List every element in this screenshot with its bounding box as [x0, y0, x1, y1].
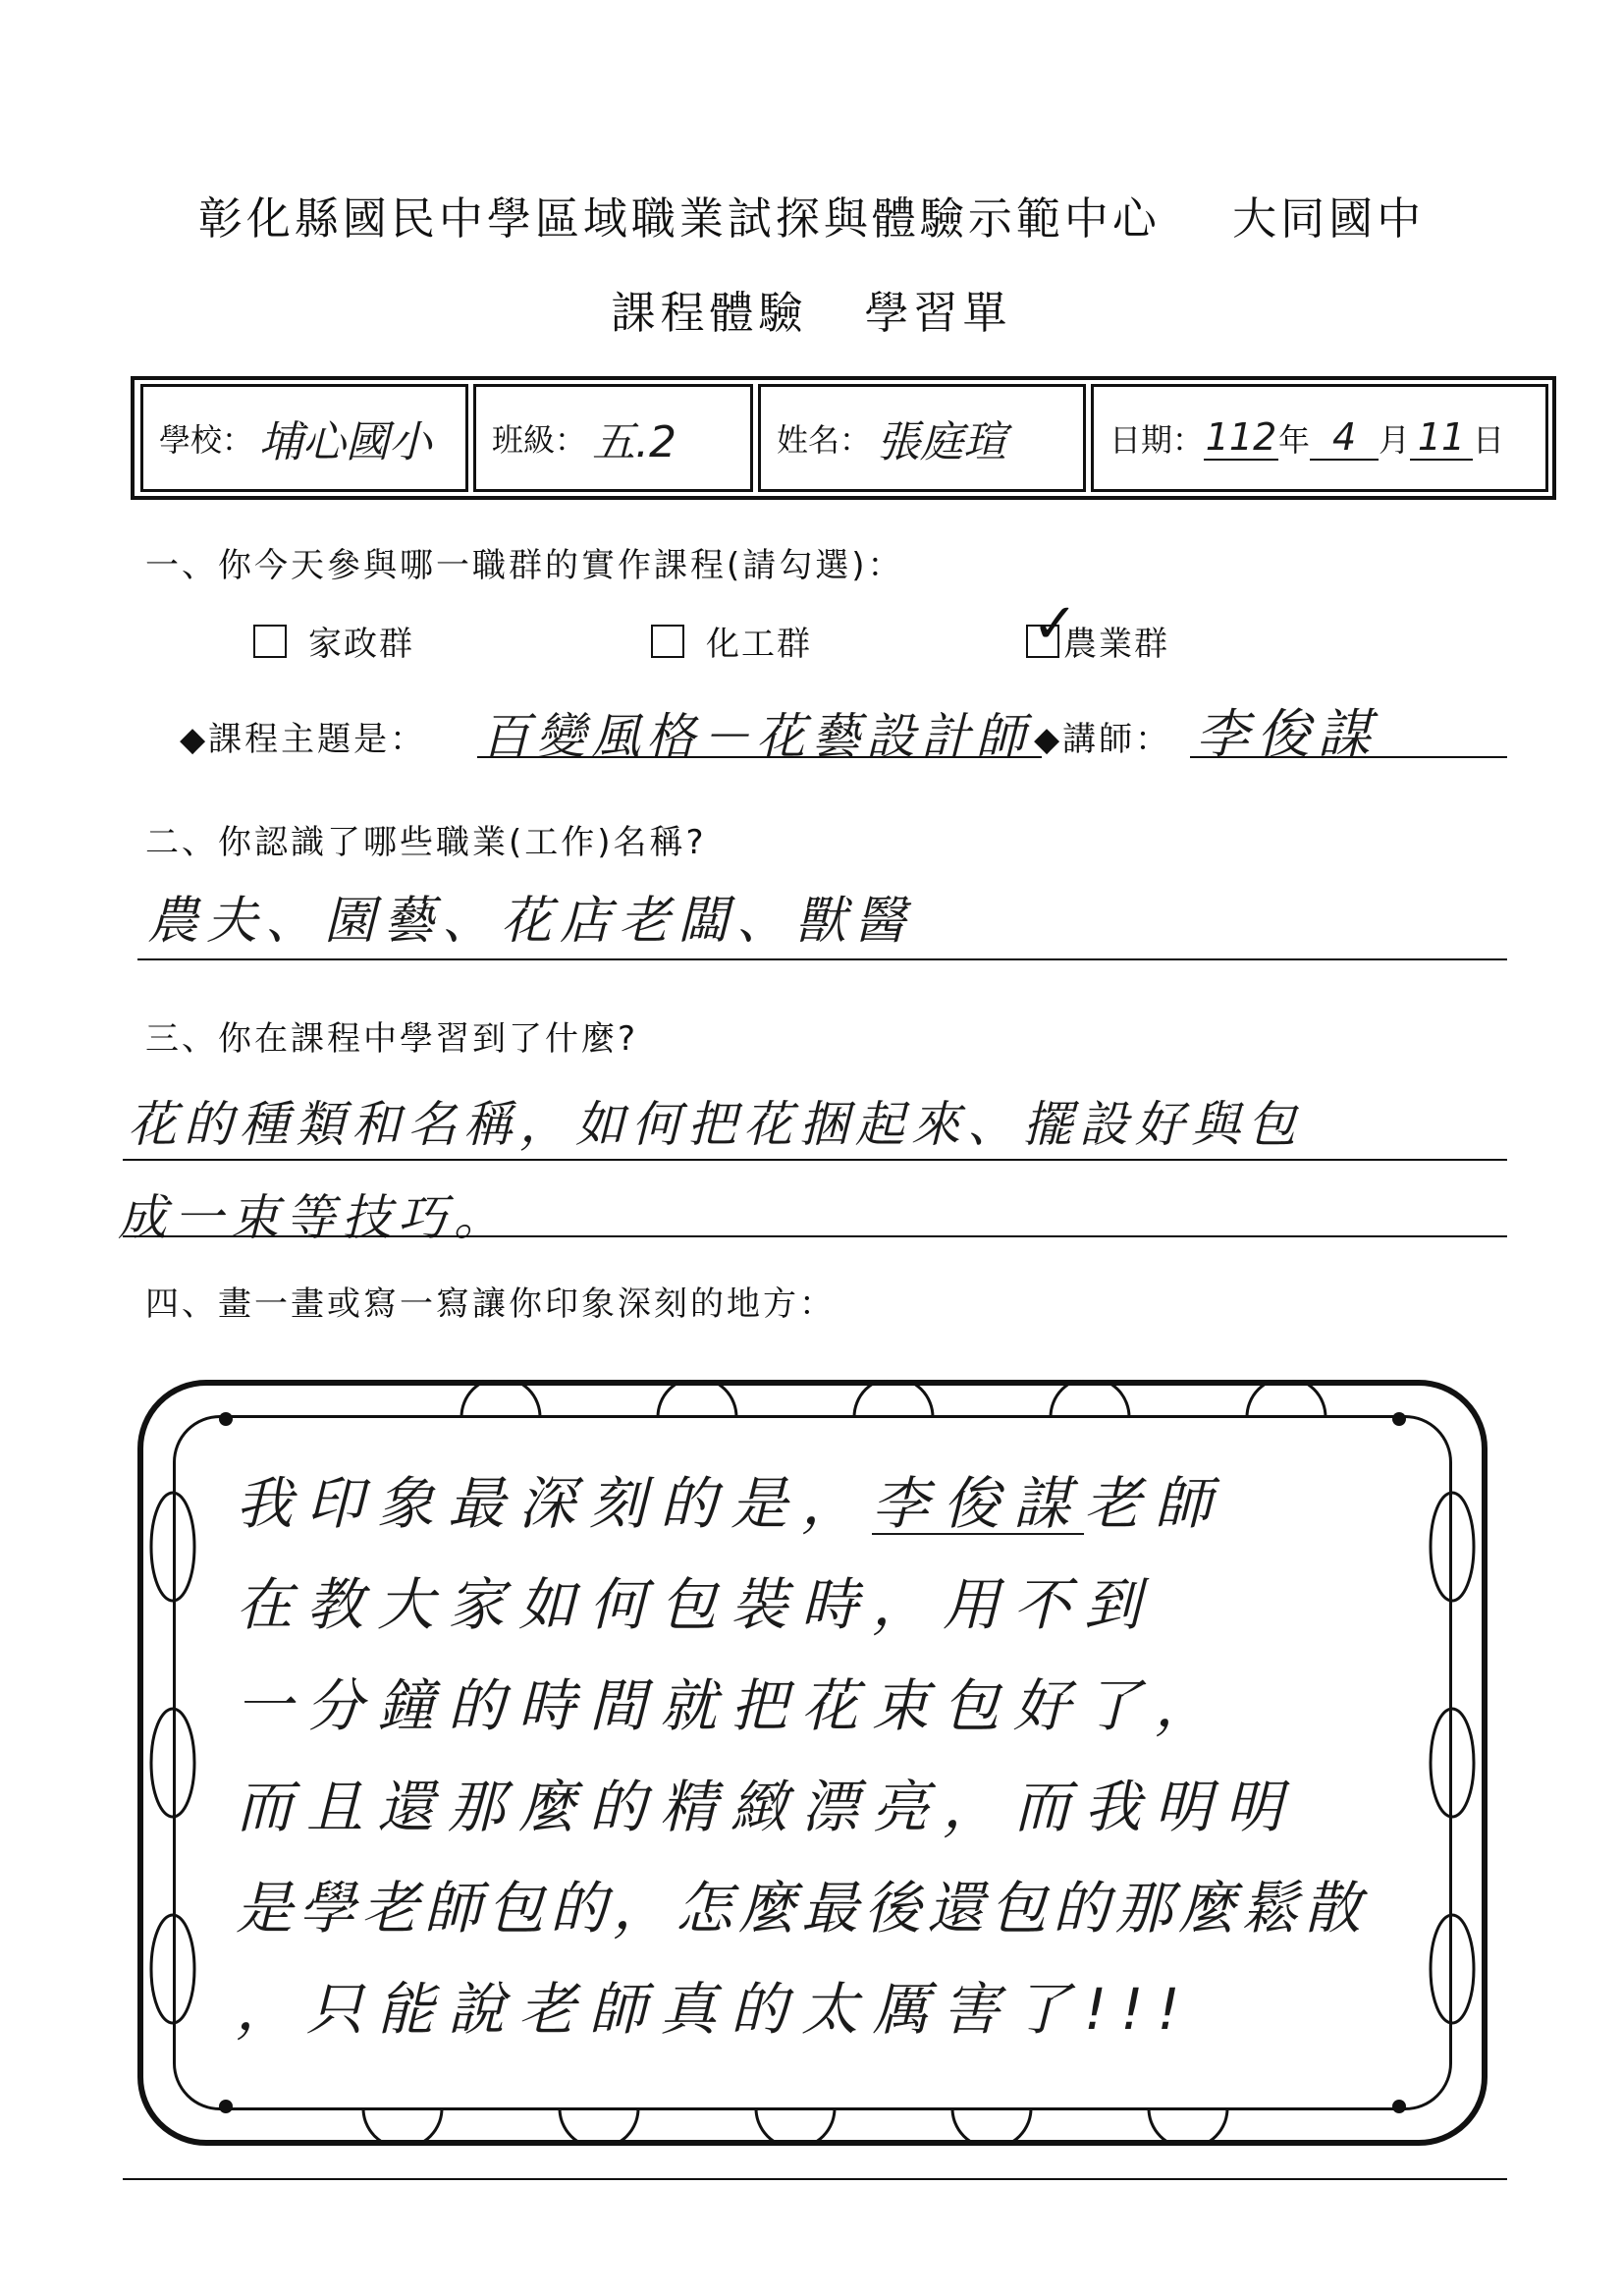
topic-label: ◆課程主題是： [180, 720, 427, 759]
class-cell [473, 384, 753, 492]
option-chemical-engineering[interactable] [651, 617, 812, 665]
topic-underline [477, 756, 1042, 758]
class-label: 班級： [492, 421, 587, 459]
date-day-unit: 日 [1473, 421, 1505, 459]
question-1: 一、你今天參與哪一職群的實作課程(請勾選)： [145, 546, 904, 585]
school-value: 埔心國小 [259, 417, 433, 467]
teacher-name-underlined: 李俊謀 [872, 1470, 1085, 1537]
option-agriculture[interactable] [1026, 591, 1169, 665]
answer-3-rule-2 [123, 1235, 1507, 1237]
impression-line-3: 一分鐘的時間就把花束包好了， [236, 1672, 1226, 1739]
worksheet-subtitle: 課程體驗 學習單 [611, 287, 1012, 339]
date-label: 日期： [1109, 421, 1205, 459]
date-cell [1091, 384, 1548, 492]
teacher-label: ◆講師： [1034, 720, 1172, 759]
checkbox-home-economics[interactable] [253, 625, 287, 658]
answer-3-line-1: 花的種類和名稱，如何把花捆起來、擺設好與包 [128, 1096, 1303, 1153]
impression-line-1: 我印象最深刻的是，李俊謀老師 [236, 1470, 1226, 1537]
teacher-value: 李俊謀 [1196, 703, 1379, 765]
option-label: 農業群 [1063, 625, 1169, 664]
check-mark-icon: ✓ [1032, 591, 1080, 656]
worksheet-title: 彰化縣國民中學區域職業試探與體驗示範中心 大同國中 [197, 192, 1426, 245]
date-day: 11 [1410, 415, 1473, 461]
answer-3-rule-1 [123, 1159, 1507, 1161]
answer-2: 農夫、園藝、花店老闆、獸醫 [147, 892, 914, 951]
name-label: 姓名： [777, 421, 872, 459]
topic-value: 百變風格－花藝設計師 [481, 708, 1031, 765]
option-label: 化工群 [706, 625, 812, 664]
option-home-economics[interactable] [253, 617, 414, 665]
date-month: 4 [1310, 415, 1379, 461]
checkbox-chemical-engineering[interactable] [651, 625, 684, 658]
impression-line-6: ，只能說老師真的太厲害了!!! [236, 1976, 1194, 2043]
checkbox-agriculture[interactable] [1026, 591, 1080, 658]
impression-paragraph [236, 1453, 1443, 2060]
question-2: 二、你認識了哪些職業(工作)名稱? [145, 823, 707, 862]
date-year-unit: 年 [1278, 421, 1311, 459]
date-month-unit: 月 [1379, 421, 1411, 459]
school-label: 學校： [159, 421, 254, 459]
name-cell [758, 384, 1086, 492]
impression-line-2: 在教大家如何包裝時，用不到 [236, 1571, 1156, 1638]
answer-3-line-2: 成一束等技巧。 [118, 1189, 510, 1246]
impression-line-5: 是學老師包的，怎麼最後還包的那麼鬆散 [236, 1875, 1368, 1941]
answer-2-line [137, 958, 1507, 960]
name-value: 張庭瑄 [877, 417, 1007, 467]
teacher-underline [1190, 756, 1507, 758]
school-cell [140, 384, 468, 492]
bottom-rule [123, 2178, 1507, 2180]
class-value: 五.2 [592, 417, 676, 467]
question-3: 三、你在課程中學習到了什麼? [145, 1019, 639, 1059]
impression-line-4: 而且還那麼的精緻漂亮，而我明明 [236, 1774, 1297, 1840]
option-label: 家政群 [308, 625, 414, 664]
date-year: 112 [1205, 415, 1277, 459]
question-4: 四、畫一畫或寫一寫讓你印象深刻的地方： [145, 1285, 836, 1324]
